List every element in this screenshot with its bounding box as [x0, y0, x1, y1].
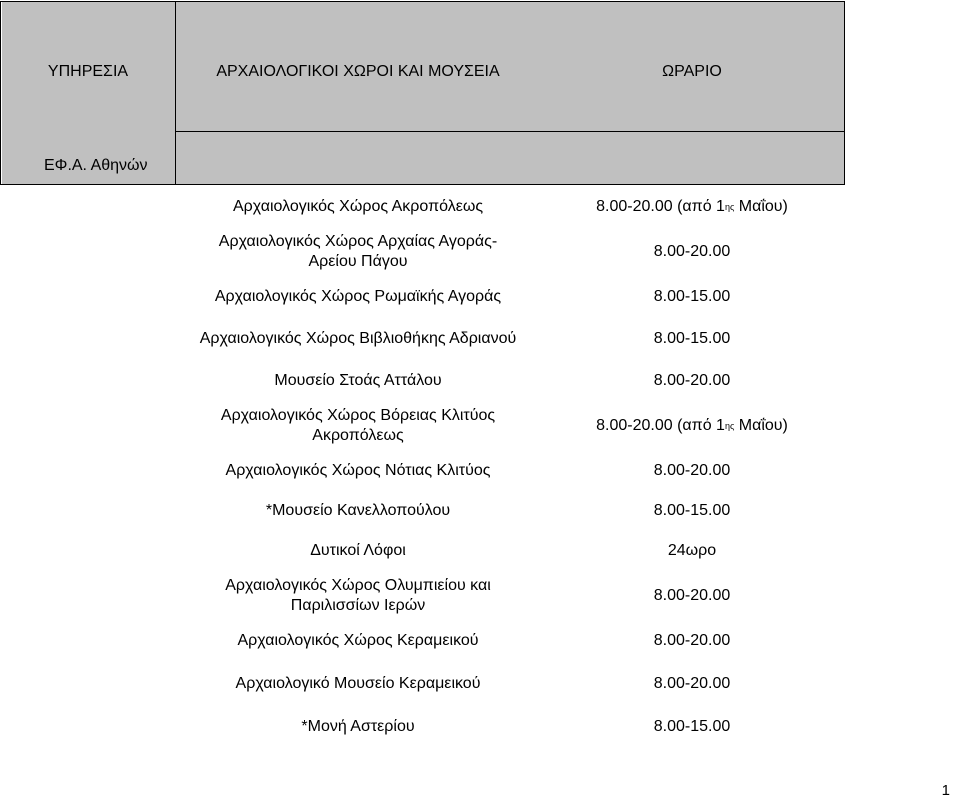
opening-hours [540, 361, 844, 401]
site-name: Αρχαιολογικός Χώρος Αρχαίας Αγοράς- Αρείου Πάγου [218, 233, 498, 270]
hours-suffix: Μαΐου) [734, 417, 788, 434]
site-name: Αρχαιολογικός Χώρος Κεραμεικού [237, 632, 479, 649]
col1-divider [175, 1, 176, 185]
header-service: ΥΠΗΡΕΣΙΑ [47, 63, 129, 80]
hours-text: 8.00-20.00 (από 1 [596, 417, 725, 434]
site-name: Αρχαιολογικός Χώρος Ρωμαϊκής Αγοράς [214, 288, 502, 305]
site-name: Αρχαιολογικός Χώρος Ολυμπιείου και Παριλισσίων Ιερών [225, 577, 491, 614]
top-border [0, 1, 845, 2]
opening-hours [540, 531, 844, 571]
site-name: *Μονή Αστερίου [301, 718, 415, 735]
site-name: *Μουσείο Κανελλοπούλου [265, 502, 451, 519]
opening-hours: 8.00-20.00 (από 1 ης Μαΐου) [596, 417, 788, 434]
site-name: Αρχαιολογικός Χώρος Βόρειας Κλιτύος Ακροπόλεως [220, 407, 496, 444]
opening-hours [540, 661, 844, 707]
site-name: Μουσείο Στοάς Αττάλου [274, 372, 442, 389]
header-sites: ΑΡΧΑΙΟΛΟΓΙΚΟΙ ΧΩΡΟΙ ΚΑΙ ΜΟΥΣΕΙΑ [216, 63, 500, 80]
site-name: Αρχαιολογικός Χώρος Ακροπόλεως [232, 198, 484, 215]
site-name: Αρχαιολογικό Μουσείο Κεραμεικού [235, 675, 481, 692]
header-bottom-border [176, 131, 844, 132]
hours-text: 8.00-15.00 [653, 718, 731, 735]
hours-text: 8.00-20.00 [653, 372, 731, 389]
page-number: 1 [941, 782, 950, 799]
right-border [844, 1, 845, 185]
hours-text: 8.00-15.00 [653, 288, 731, 305]
opening-hours [540, 621, 844, 661]
opening-hours [540, 277, 844, 317]
section-bottom-border [0, 184, 845, 185]
site-name: Δυτικοί Λόφοι [310, 542, 406, 559]
hours-text: 8.00-15.00 [653, 502, 731, 519]
hours-text: 8.00-20.00 [653, 587, 731, 604]
left-border [0, 1, 1, 185]
opening-hours [540, 451, 844, 491]
hours-text: 24ωρο [667, 542, 717, 559]
opening-hours: 8.00-20.00 (από 1 ης Μαΐου) [596, 198, 788, 215]
opening-hours [540, 571, 844, 621]
hours-text: 8.00-20.00 [653, 462, 731, 479]
hours-suffix: Μαΐου) [734, 198, 788, 215]
opening-hours [540, 491, 844, 531]
site-name: Αρχαιολογικός Χώρος Νότιας Κλιτύος [225, 462, 491, 479]
opening-hours [540, 227, 844, 277]
hours-text: 8.00-15.00 [653, 330, 731, 347]
opening-hours [540, 707, 844, 747]
site-name: Αρχαιολογικός Χώρος Βιβλιοθήκης Αδριανού [199, 330, 517, 347]
opening-hours [540, 317, 844, 361]
hours-text: 8.00-20.00 [653, 243, 731, 260]
hours-text: 8.00-20.00 [653, 632, 731, 649]
section-title: ΕΦ.Α. Αθηνών [44, 157, 148, 174]
hours-text: 8.00-20.00 [653, 675, 731, 692]
header-hours: ΩΡΑΡΙΟ [662, 63, 722, 80]
hours-text: 8.00-20.00 (από 1 [596, 198, 725, 215]
